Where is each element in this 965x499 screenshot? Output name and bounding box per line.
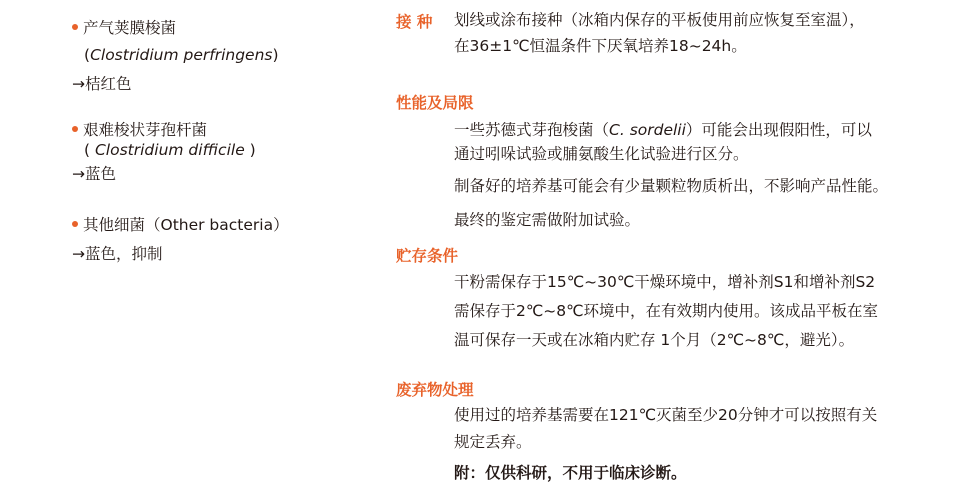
inoculation-line: 在36±1℃恒温条件下厌氧培养18~24h。 xyxy=(454,37,747,55)
organism-result: →蓝色，抑制 xyxy=(72,245,163,263)
organism-latin: (Clostridium perfringens) xyxy=(84,46,279,64)
storage-heading: 贮存条件 xyxy=(396,247,459,265)
bullet-icon xyxy=(72,24,78,30)
bullet-icon xyxy=(72,126,78,132)
disposal-line: 使用过的培养基需要在121℃灭菌至少20分钟才可以按照有关 xyxy=(454,406,878,424)
disposal-line: 规定丢弃。 xyxy=(454,433,532,451)
storage-line: 温可保存一天或在冰箱内贮存 1个月（2℃~8℃，避光）。 xyxy=(454,331,855,349)
storage-line: 需保存于2℃~8℃环境中，在有效期内使用。该成品平板在室 xyxy=(454,302,879,320)
performance-line: 最终的鉴定需做附加试验。 xyxy=(454,211,641,229)
organism-name: 产气荚膜梭菌 xyxy=(72,17,176,39)
inoculation-line: 划线或涂布接种（冰箱内保存的平板使用前应恢复至室温）， xyxy=(454,11,865,29)
organism-latin: ( Clostridium difficile ) xyxy=(84,141,256,159)
organism-result: →蓝色 xyxy=(72,165,116,183)
organism-name: 其他细菌（Other bacteria） xyxy=(72,214,289,236)
performance-heading: 性能及局限 xyxy=(396,94,474,112)
performance-line: 制备好的培养基可能会有少量颗粒物质析出，不影响产品性能。 xyxy=(454,177,889,195)
performance-line: 一些苏德式芽孢梭菌（C. sordelii）可能会出现假阳性，可以 xyxy=(454,121,872,139)
storage-line: 干粉需保存于15℃~30℃干燥环境中，增补剂S1和增补剂S2 xyxy=(454,273,876,291)
performance-line: 通过吲哚试验或脯氨酸生化试验进行区分。 xyxy=(454,145,749,163)
organism-result: →桔红色 xyxy=(72,75,132,93)
organism-name: 艰难梭状芽孢杆菌 xyxy=(72,119,207,141)
disposal-heading: 废弃物处理 xyxy=(396,381,474,399)
bullet-icon xyxy=(72,221,78,227)
disclaimer-note: 附：仅供科研，不用于临床诊断。 xyxy=(454,464,687,482)
inoculation-heading: 接 种 xyxy=(396,13,433,31)
